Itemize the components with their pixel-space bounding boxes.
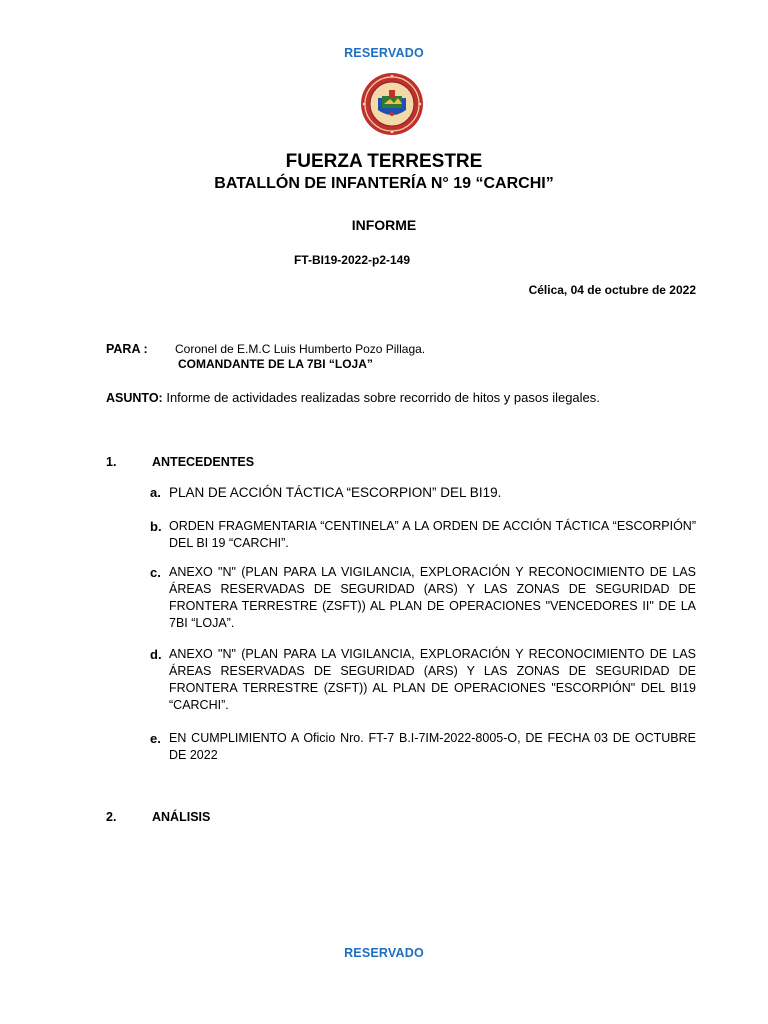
- list-item-label: e.: [150, 731, 161, 746]
- section-number: 2.: [106, 810, 117, 824]
- list-item-text: ORDEN FRAGMENTARIA “CENTINELA” A LA ORDEN DE ACCIÓN TÁCTICA “ESCORPIÓN” DEL BI 19 “CARCHI”.: [169, 519, 696, 550]
- subject-text: Informe de actividades realizadas sobre recorrido de hitos y pasos ilegales.: [162, 390, 600, 405]
- footer-classification: RESERVADO: [344, 946, 424, 960]
- doc-type: INFORME: [351, 217, 417, 233]
- section-title-antecedentes: ANTECEDENTES: [152, 455, 255, 469]
- list-item: [150, 518, 696, 552]
- list-item-text: PLAN DE ACCIÓN TÁCTICA “ESCORPION” DEL BI19.: [169, 485, 502, 500]
- list-item-text: EN CUMPLIMIENTO A Oficio Nro. FT-7 B.I-7IM-2022-8005-O, DE FECHA 03 DE OCTUBRE DE 2022: [169, 731, 696, 762]
- unit-title: BATALLÓN DE INFANTERÍA N° 19 “CARCHI”: [214, 175, 554, 192]
- recipient-name: Coronel de E.M.C Luis Humberto Pozo Pillaga.: [175, 342, 426, 356]
- doc-code: FT-BI19-2022-p2-149: [293, 253, 411, 267]
- para-label: PARA :: [106, 342, 148, 356]
- section-title-analisis: ANÁLISIS: [152, 810, 211, 824]
- list-item-text: ANEXO "N" (PLAN PARA LA VIGILANCIA, EXPLORACIÓN Y RECONOCIMIENTO DE LAS ÁREAS RESERVADAS DE SEGURIDAD (ARS) Y LAS ZONAS DE SEGURIDAD DE FRONTERA TERRESTRE (ZSFT)) AL PLAN DE OPERACIONES "VENCEDORES II" DE LA 7BI “LOJA”.: [169, 565, 696, 630]
- subject: [106, 390, 600, 405]
- list-item-label: c.: [150, 565, 161, 580]
- list-item: [150, 730, 696, 764]
- section-number: 1.: [106, 455, 117, 469]
- header-classification: RESERVADO: [344, 46, 424, 60]
- list-item: [150, 646, 696, 714]
- list-item-label: a.: [150, 485, 161, 500]
- military-seal-icon: [360, 72, 424, 136]
- recipient-position: COMANDANTE DE LA 7BI “LOJA”: [178, 357, 373, 371]
- list-item-text: ANEXO "N" (PLAN PARA LA VIGILANCIA, EXPLORACIÓN Y RECONOCIMIENTO DE LAS ÁREAS RESERVADAS DE SEGURIDAD (ARS) Y LAS ZONAS DE SEGURIDAD DE FRONTERA TERRESTRE (ZSFT)) AL PLAN DE OPERACIONES "ESCORPIÓN" DEL BI19 “CARCHI”.: [169, 647, 696, 712]
- place-date: Célica, 04 de octubre de 2022: [528, 283, 696, 297]
- list-item-label: b.: [150, 519, 162, 534]
- subject-label: ASUNTO:: [106, 391, 163, 405]
- list-item: [150, 564, 696, 632]
- list-item-label: d.: [150, 647, 162, 662]
- list-item: [150, 484, 696, 501]
- org-title: FUERZA TERRESTRE: [285, 151, 483, 172]
